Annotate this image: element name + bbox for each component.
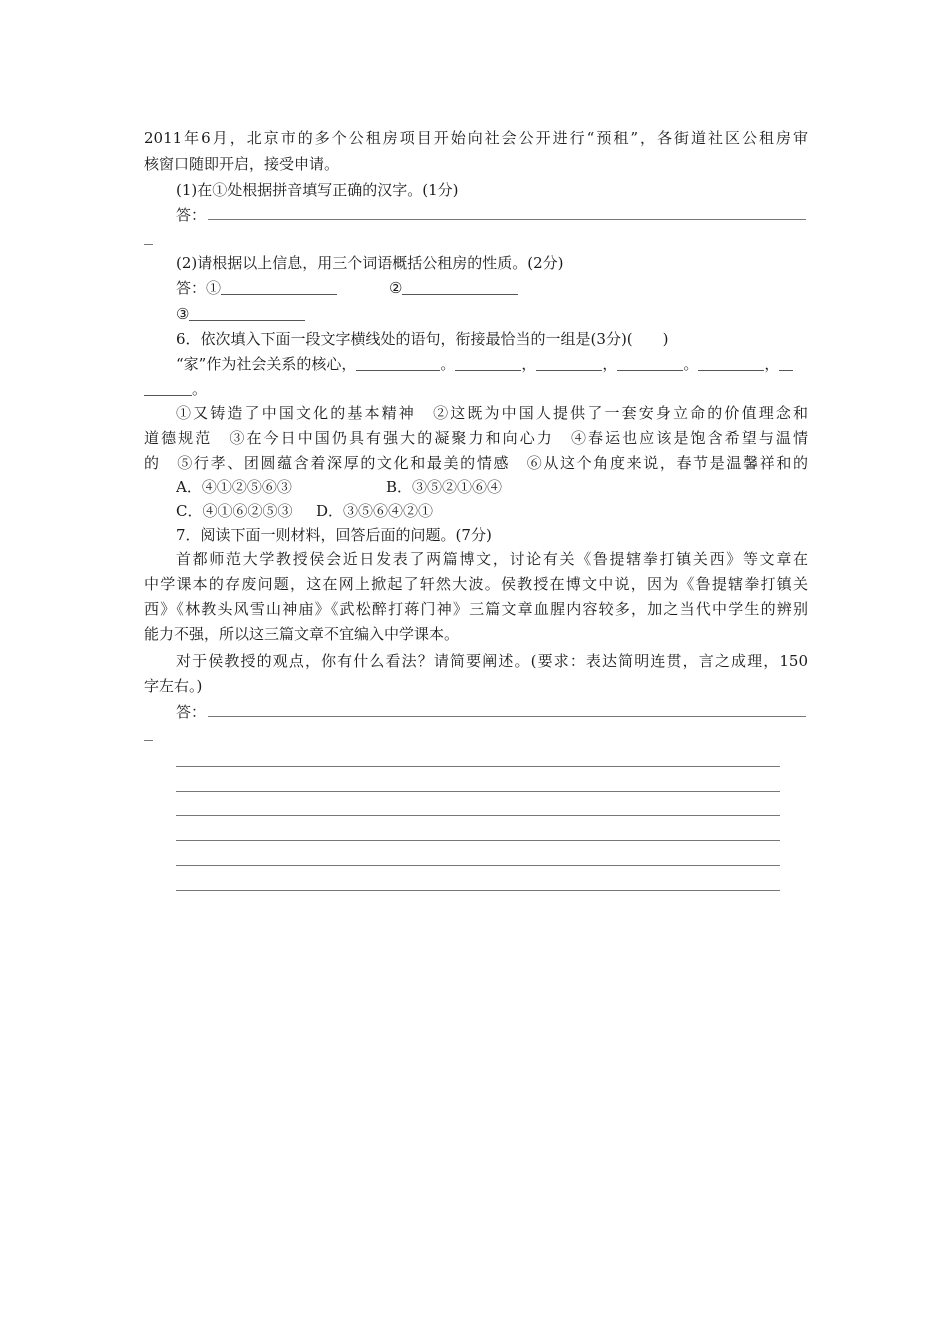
q7-question-line-2: 字左右。) <box>144 677 203 695</box>
punct: ， <box>764 355 780 373</box>
answer-label: 答： <box>176 279 207 297</box>
q5-part1-answer-line[interactable] <box>208 219 806 220</box>
q5-part1-prompt: (1)在①处根据拼音填写正确的汉字。(1分) <box>176 181 459 199</box>
q6-blank-2[interactable] <box>455 354 521 371</box>
option-b[interactable]: B．③⑤②①⑥④ <box>386 478 503 496</box>
punct: 。 <box>683 355 699 373</box>
q7-answer-line-6[interactable] <box>176 865 780 866</box>
answer-label: 答： <box>176 703 207 721</box>
q6-blank-3[interactable] <box>536 354 602 371</box>
q6-passage-start: “家”作为社会关系的核心， <box>176 355 357 373</box>
answer-label: 答： <box>176 206 207 224</box>
q7-stem: 7．阅读下面一则材料，回答后面的问题。(7分) <box>176 526 492 544</box>
option-a[interactable]: A．④①②⑤⑥③ <box>176 478 292 496</box>
punct: ， <box>521 355 537 373</box>
q5-part2-answer-row-2 <box>176 301 808 327</box>
q7-material-line-3: 西》《林教头风雪山神庙》《武松醉打蒋门神》三篇文章血腥内容较多，加之当代中学生的辨别 <box>144 600 808 618</box>
q6-items-line-3: 的 ⑤行孝、团圆蕴含着深厚的文化和最美的情感 ⑥从这个角度来说，春节是温馨祥和的 <box>144 454 808 472</box>
blank-marker-3: ③ <box>176 305 190 323</box>
q5-part1-answer-line-tail[interactable] <box>144 244 153 245</box>
q7-answer-line-7[interactable] <box>176 890 780 891</box>
option-c[interactable]: C．④①⑥②⑤③ <box>176 502 293 520</box>
punct: 。 <box>192 380 208 398</box>
intro-line-1: 2011年6月，北京市的多个公租房项目开始向社会公开进行“预租”，各街道社区公租房审 <box>144 129 808 147</box>
q7-answer-line-2[interactable] <box>176 766 780 767</box>
q7-answer-row <box>176 699 808 725</box>
q6-blank-6-cont[interactable] <box>144 379 192 396</box>
blank-3-line[interactable] <box>189 304 305 321</box>
q7-question-line-1: 对于侯教授的观点，你有什么看法？请简要阐述。(要求：表达简明连贯，言之成理，150 <box>176 652 808 670</box>
q6-blank-1[interactable] <box>356 354 440 371</box>
q7-material-line-4: 能力不强，所以这三篇文章不宜编入中学课本。 <box>144 625 460 643</box>
intro-line-2: 核窗口随即开启，接受申请。 <box>144 155 340 173</box>
q7-answer-line-tail[interactable] <box>144 740 153 741</box>
q6-passage-row-2 <box>144 376 808 402</box>
q6-options-row-2 <box>176 498 808 524</box>
q6-items-line-1: ①又铸造了中国文化的基本精神 ②这既为中国人提供了一套安身立命的价值理念和 <box>176 404 808 422</box>
q6-options-row-1 <box>176 474 808 500</box>
q6-passage-row <box>176 351 808 377</box>
q7-material-line-1: 首都师范大学教授侯会近日发表了两篇博文，讨论有关《鲁提辖拳打镇关西》等文章在 <box>176 550 808 568</box>
option-d[interactable]: D．③⑤⑥④②① <box>316 502 434 520</box>
punct: ， <box>602 355 618 373</box>
q7-answer-line[interactable] <box>208 716 806 717</box>
blank-marker-1: ① <box>206 279 222 297</box>
q5-part2-answer-row <box>176 275 808 301</box>
blank-marker-2: ② <box>389 279 403 297</box>
blank-2-line[interactable] <box>402 278 518 295</box>
q6-items-line-2: 道德规范 ③在今日中国仍具有强大的凝聚力和向心力 ④春运也应该是饱含希望与温情 <box>144 429 808 447</box>
q7-answer-line-5[interactable] <box>176 840 780 841</box>
punct: 。 <box>440 355 456 373</box>
q6-blank-6[interactable] <box>779 354 793 371</box>
q7-answer-line-3[interactable] <box>176 791 780 792</box>
q6-blank-4[interactable] <box>617 354 683 371</box>
q5-part2-prompt: (2)请根据以上信息，用三个词语概括公租房的性质。(2分) <box>176 254 564 272</box>
q6-blank-5[interactable] <box>698 354 764 371</box>
q7-material-line-2: 中学课本的存废问题，这在网上掀起了轩然大波。侯教授在博文中说，因为《鲁提辖拳打镇关 <box>144 575 808 593</box>
q7-answer-line-4[interactable] <box>176 815 780 816</box>
q5-part1-answer-row <box>176 202 808 228</box>
blank-1-line[interactable] <box>221 278 337 295</box>
q6-stem: 6．依次填入下面一段文字横线处的语句，衔接最恰当的一组是(3分)( ) <box>176 330 669 348</box>
